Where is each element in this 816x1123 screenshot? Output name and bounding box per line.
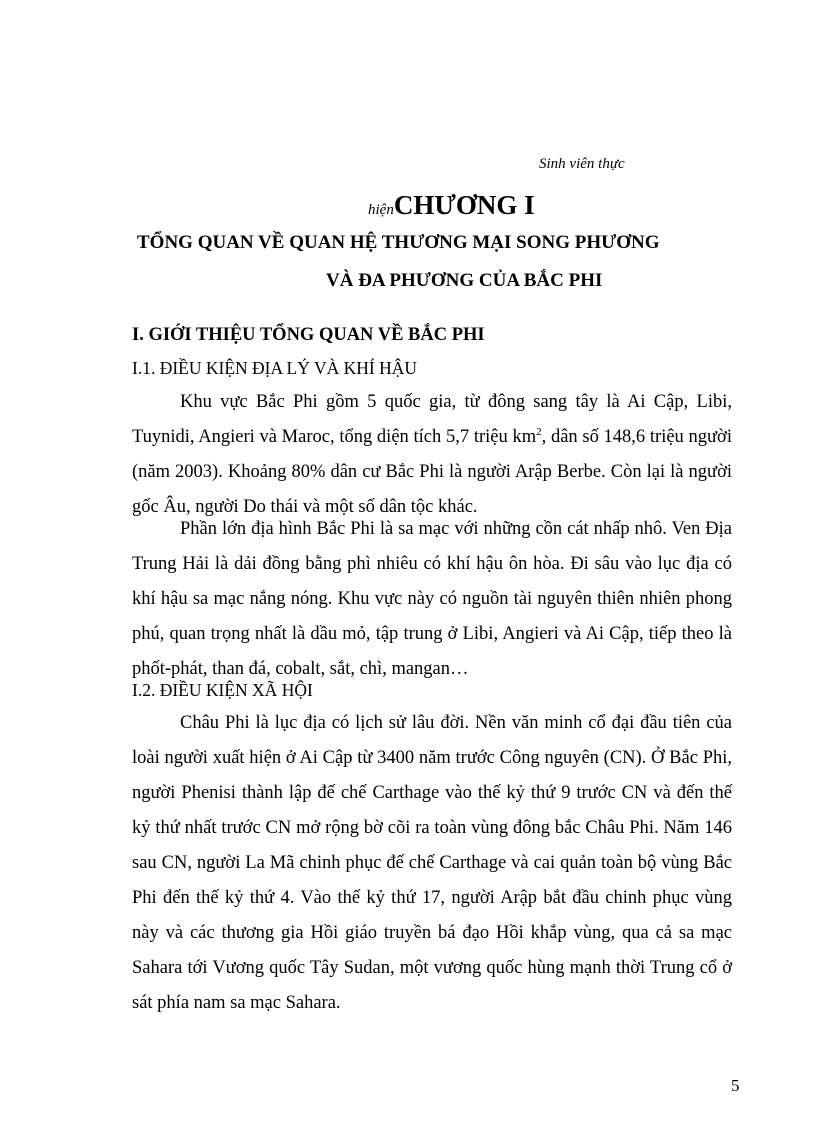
chapter-subtitle-line2: VÀ ĐA PHƯƠNG CỦA BẮC PHI [326,270,603,291]
author-header-line1: Sinh viên thực [539,156,625,172]
paragraph-terrain: Phần lớn địa hình Bắc Phi là sa mạc với những cồn cát nhấp nhô. Ven Địa Trung Hải là dải đồng bằng phì nhiêu có khí hậu ôn hòa. Đi sâu vào lục địa có khí hậu sa mạc nắng nóng. Khu vực này có nguồn tài nguyên thiên nhiên phong phú, quan trọng nhất là dầu mỏ, tập trung ở Libi, Angieri và Ai Cập, tiếp theo là phốt-phát, than đá, cobalt, sắt, chì, mangan… [132,519,732,679]
paragraph-geography-text-b: , dân số 148,6 triệu người (năm 2003). Khoảng 80% dân cư Bắc Phi là người Arập Berbe. Còn lại là người gốc Âu, người Do thái và một số dân tộc khác. [132,427,732,517]
section-heading-1-2: I.2. ĐIỀU KIỆN XÃ HỘI [132,680,313,700]
section-heading-1-1: I.1. ĐIỀU KIỆN ĐỊA LÝ VÀ KHÍ HẬU [132,358,417,378]
section-heading-1: I. GIỚI THIỆU TỔNG QUAN VỀ BẮC PHI [132,325,485,345]
superscript-2: 2 [536,425,542,438]
chapter-title-line [368,190,535,221]
paragraph-society: Châu Phi là lục địa có lịch sử lâu đời. Nền văn minh cổ đại đầu tiên của loài người xuất hiện ở Ai Cập từ 3400 năm trước Công nguyên (CN). Ở Bắc Phi, người Phenisi thành lập đế chế Carthage vào thế kỷ thứ 9 trước CN và đến thế kỷ thứ nhất trước CN mở rộng bờ cõi ra toàn vùng đông bắc Châu Phi. Năm 146 sau CN, người La Mã chinh phục đế chế Carthage và cai quản toàn bộ vùng Bắc Phi đến thế kỷ thứ 4. Vào thế kỷ thứ 17, người Arập bắt đầu chinh phục vùng này và các thương gia Hồi giáo truyền bá đạo Hồi khắp vùng, qua cả sa mạc Sahara tới Vương quốc Tây Sudan, một vương quốc hùng mạnh thời Trung cổ ở sát phía nam sa mạc Sahara. [132,713,732,1013]
chapter-subtitle-line1: TỔNG QUAN VỀ QUAN HỆ THƯƠNG MẠI SONG PHƯƠNG [137,232,660,253]
paragraph-geography [132,385,732,525]
author-header-line2: hiện [368,202,394,218]
page-number: 5 [731,1076,740,1095]
paragraph-geography-text-a: Khu vực Bắc Phi gồm 5 quốc gia, từ đông sang tây là Ai Cập, Libi, Tuynidi, Angieri và Maroc, tổng diện tích 5,7 triệu km [132,392,732,447]
chapter-title: CHƯƠNG I [393,190,535,220]
